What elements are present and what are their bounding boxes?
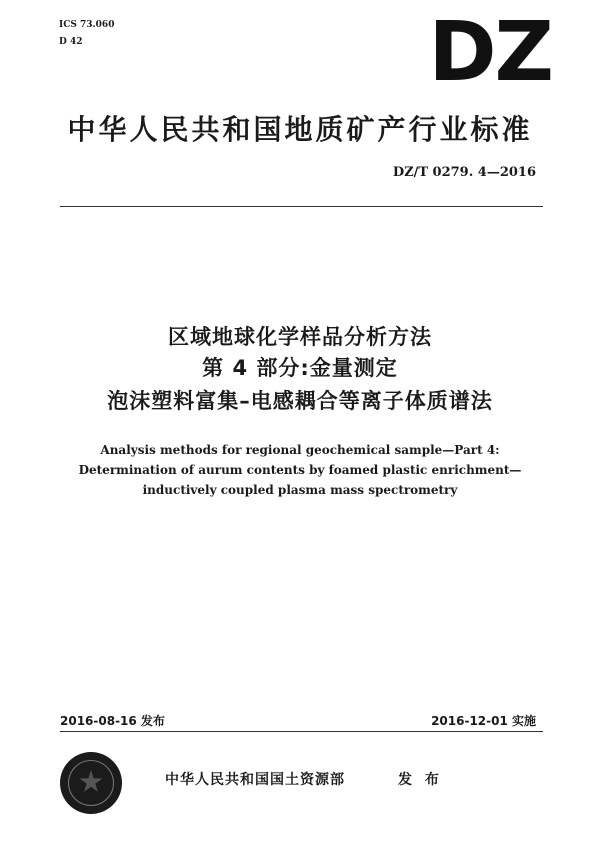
standard-number: DZ/T 0279. 4—2016: [392, 165, 536, 180]
dz-logo: DZ: [428, 5, 552, 100]
issued-label: 发 布: [398, 772, 443, 788]
national-emblem-seal: [60, 752, 122, 814]
issuer-name: 中华人民共和国国土资源部: [165, 772, 345, 788]
title-cn-line-1: 区域地球化学样品分析方法: [168, 325, 432, 349]
title-cn-line-3: 泡沫塑料富集–电感耦合等离子体质谱法: [107, 389, 493, 413]
ccs-code: D 42: [59, 37, 83, 47]
ics-code: ICS 73.060: [59, 20, 115, 30]
title-cn-line-2: 第 4 部分:金量测定: [202, 356, 398, 380]
issue-date: 2016-08-16 发布: [60, 714, 165, 728]
top-divider: [60, 206, 543, 207]
title-en: Analysis methods for regional geochemical sample—Part 4: Determination of aurum contents by foamed plastic enrichment—inductively coupled plasma mass spectrometry: [78, 443, 522, 497]
bottom-divider: [60, 731, 543, 732]
implementation-date: 2016-12-01 实施: [431, 714, 536, 728]
standard-body-title: 中华人民共和国地质矿产行业标准: [67, 113, 533, 146]
